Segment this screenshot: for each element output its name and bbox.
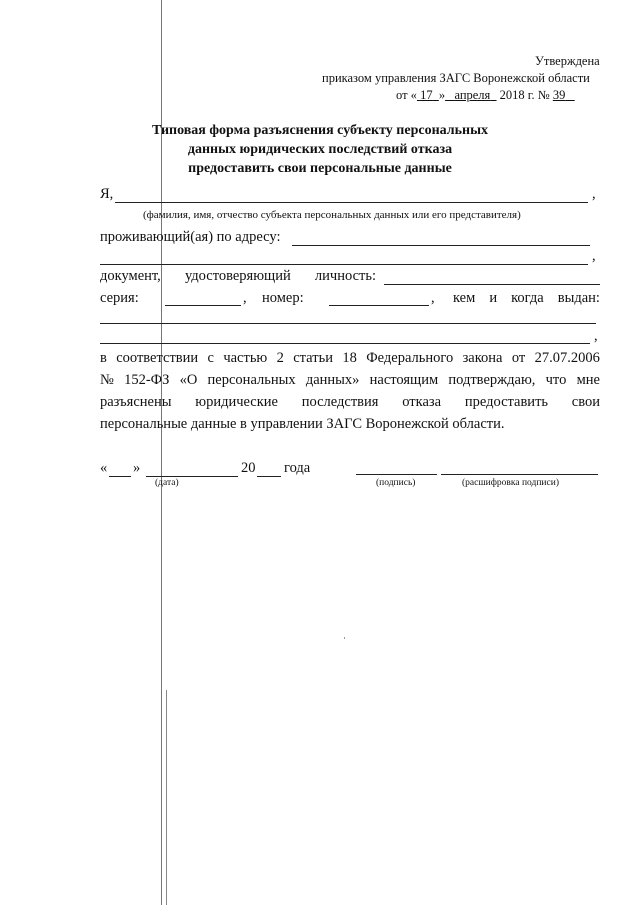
approval-day-value: 17 [420,88,433,102]
date-close-quote: » [133,460,141,476]
p1-w5: 2 [276,350,284,366]
p1-w1: в [100,350,107,366]
p2-w8: что [545,372,567,388]
paragraph-line-1 [100,347,600,369]
approval-line-1: Утверждена [535,54,600,68]
fio-hint: (фамилия, имя, отчество субъекта персональных данных или его представителя) [143,209,521,221]
fio-comma: , [592,186,596,202]
date-year-line[interactable] [257,476,281,477]
number-label: номер: [262,290,304,306]
date-year-prefix: 20 [241,460,256,476]
p3-w6: свои [571,394,600,410]
issued-line-1[interactable] [100,323,596,324]
document-title [140,121,500,178]
p1-w11: 27.07.2006 [534,350,600,366]
p1-w2: соответствии [116,350,199,366]
address-line-1[interactable] [292,245,590,246]
p2-w7: подтверждаю, [448,372,536,388]
signature-decode-line[interactable] [441,474,598,475]
date-month-line[interactable] [146,476,238,477]
date-hint: (дата) [155,478,179,488]
date-year-word: года [284,460,311,476]
date-day-line[interactable] [109,476,131,477]
p2-w3: «О [179,372,198,388]
series-comma: , [243,290,247,306]
issued-word-1: кем [453,290,476,306]
doc-word-3: личность: [314,268,376,284]
doc-label [100,268,376,285]
doc-word-1: документ, [100,268,161,284]
fio-line[interactable] [115,202,588,203]
p3-w5: предоставить [464,394,549,410]
approval-number-value: 39 [552,88,566,102]
number-comma: , [431,290,435,306]
title-line-1: Типовая форма разъяснения субъекту персональных [151,123,489,138]
series-line[interactable] [165,305,241,306]
p2-w5: данных» [305,372,360,388]
sign-hint: (подпись) [376,478,416,488]
ya-label: Я, [100,186,114,202]
approval-year: 2018 г. № [499,88,550,102]
date-open-quote: « [100,460,108,476]
signature-line[interactable] [356,474,437,475]
paragraph-line-4: персональные данные в управлении ЗАГС Воронежской области. [100,416,505,432]
approval-month-value: апреля [454,88,491,102]
p2-w2: 152-ФЗ [124,372,170,388]
doc-word-2: удостоверяющий [184,268,291,284]
approval-day [417,88,439,102]
issued-line-2[interactable] [100,343,590,344]
decode-hint: (расшифровка подписи) [462,478,559,488]
doc-line[interactable] [384,284,600,285]
p1-w7: 18 [342,350,357,366]
number-line[interactable] [329,305,429,306]
p1-w3: с [207,350,214,366]
paragraph-line-2 [100,369,600,391]
p2-w4: персональных [207,372,296,388]
issued-word-3: когда [511,290,544,306]
consent-paragraph [100,347,600,435]
title-line-2: данных юридических последствий отказа [187,142,453,157]
approval-date-mid: » [438,88,446,102]
p1-w10: от [511,350,526,366]
p3-w1: разъяснены [100,394,172,410]
p1-w8: Федерального [366,350,454,366]
approval-number [553,88,575,102]
p3-w3: последствия [301,394,379,410]
address-label: проживающий(ая) по адресу: [100,229,281,245]
issued-comma: , [594,328,598,344]
approval-date-prefix: от « [396,88,417,102]
approval-line-3 [396,88,575,103]
approval-month [445,88,496,102]
scan-speck [344,637,345,639]
issued-label [453,290,600,307]
approval-line-2: приказом управления ЗАГС Воронежской области [322,71,590,85]
address-line-2[interactable] [100,264,588,265]
issued-word-2: и [489,290,498,306]
p3-w4: отказа [402,394,442,410]
scan-fold-line-lower [166,690,167,905]
address-comma: , [592,248,596,264]
p1-w9: закона [462,350,503,366]
p2-w1: № [100,372,114,388]
title-line-3: предоставить свои персональные данные [188,161,452,176]
p1-w6: статьи [293,350,333,366]
p1-w4: частью [223,350,268,366]
p2-w6: настоящим [369,372,439,388]
series-label: серия: [100,290,139,306]
paragraph-line-3 [100,391,600,413]
issued-word-4: выдан: [557,290,600,306]
p2-w9: мне [576,372,600,388]
p3-w2: юридические [195,394,278,410]
